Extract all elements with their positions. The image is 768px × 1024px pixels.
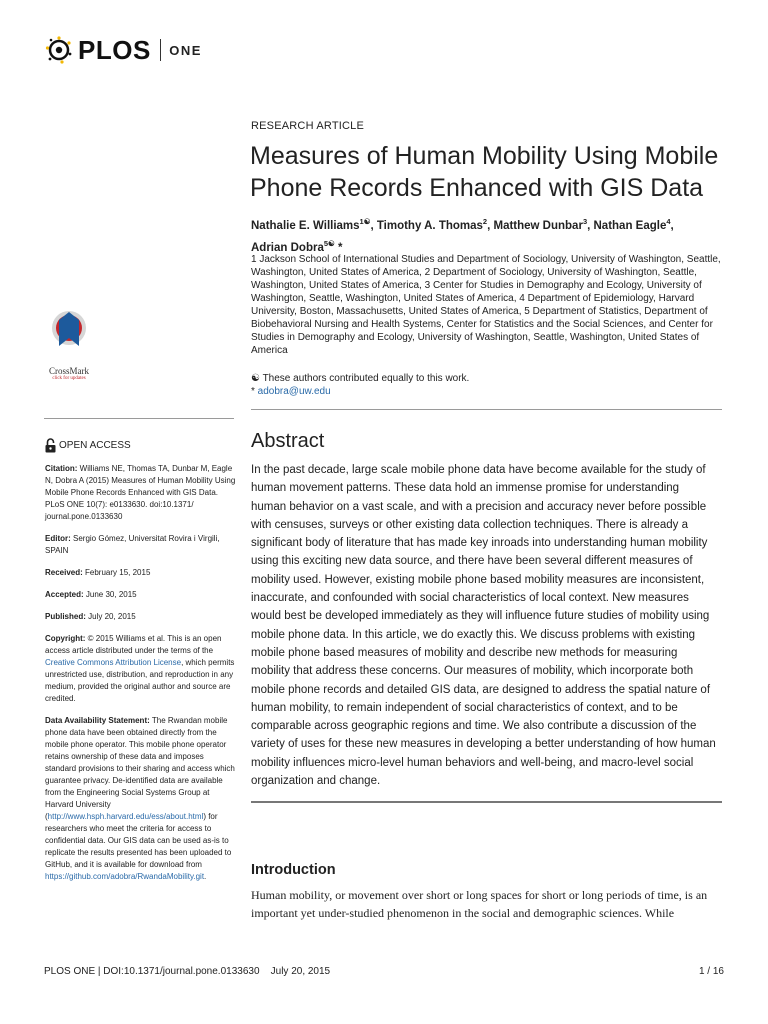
journal-name: ONE: [169, 42, 202, 58]
plos-logo: [44, 34, 202, 66]
open-lock-icon: [45, 438, 56, 453]
introduction-heading: Introduction: [251, 862, 336, 878]
article-type: RESEARCH ARTICLE: [251, 120, 365, 132]
accepted-date: Accepted: June 30, 2015: [45, 590, 137, 599]
author: Nathalie E. Williams$^{1☯}$,: [251, 217, 377, 232]
abstract-heading: Abstract: [251, 430, 325, 452]
email-link[interactable]: adobra@uw.edu: [257, 386, 331, 397]
open-access-badge: [45, 438, 131, 453]
author-list: [251, 213, 721, 257]
data-availability: Data Availability Statement: The Rwandan mobile phone data have been obtained directly from the mobile phone operator. This mobile phone operator retains ownership of these data and imposes standard provisions to their sharing and access which guarantee privacy. De-identified data are available from the Engineering Social Systems Group at Harvard University (http://www.hsph.harvard.edu/ess/about.html) for researchers who meet the criteria for access to confidential data. Our GIS data can be used as-is to replicate the results presented has been uploaded to GitHub, and it is available for download from https://github.com/adobra/RwandaMobility.git.: [45, 716, 235, 881]
author: Timothy A. Thomas$^2$,: [376, 217, 494, 232]
harvard-data-link[interactable]: http://www.hsph.harvard.edu/ess/about.html: [47, 812, 204, 821]
author-notes: [251, 372, 721, 398]
crossmark-badge[interactable]: [42, 308, 96, 381]
author: Adrian Dobra$^{5☯}$ *: [251, 238, 343, 254]
published-date: Published: July 20, 2015: [45, 612, 136, 621]
header-divider: [251, 409, 722, 410]
crossmark-icon: [50, 308, 88, 360]
article-title: Measures of Human Mobility Using Mobile Phone Records Enhanced with GIS Data: [250, 142, 719, 202]
author: Nathan Eagle$^4$,: [593, 217, 674, 232]
author: Matthew Dunbar$^3$,: [493, 217, 594, 232]
logo-text: PLOS: [78, 34, 151, 65]
introduction-text: Human mobility, or movement over short or long spaces for short or long periods of time, is an important yet under-studied phenomenon in the social and demographic sciences. While: [251, 888, 708, 920]
affiliations: 1 Jackson School of International Studies and Department of Sociology, University of Washington, Seattle, Washington, United States of America, 2 Department of Sociology, University of Washington, Seattle, Washington, United States of America, 3 Center for Studies in Demography and Ecology, University of Washington, Seattle, Washington, United States of America, 4 Department of Epidemiology, Harvard University, Boston, Massachusetts, United States of America, 5 Department of Statistics, Department of Biobehavioral Nursing and Health Systems, Center for Statistics and the Social Sciences, and Center for Studies in Demography and Ecology, University of Washington, Seattle, Washington, United States of America: [251, 254, 721, 356]
plos-logo-icon: [44, 35, 74, 65]
crossmark-sublabel: click for updates: [52, 376, 86, 381]
article-metadata-sidebar: [45, 463, 237, 893]
copyright: Copyright: © 2015 Williams et al. This is an open access article distributed under the terms of the Creative Commons Attribution License, which permits unrestricted use, distribution, and reproduction in any medium, provided the original author and source are credited.: [45, 634, 235, 703]
abstract-text: In the past decade, large scale mobile phone data have become available for the study of human movement patterns. These data hold an immense promise for understanding human behavior on a vast scale, and with a precision and accuracy never before possible with censuses, surveys or other existing data collection techniques. There is already a significant body of literature that has made key inroads into understanding human mobility using this exciting new data source, and there have been several different measures of mobility used. However, existing mobile phone based mobility measures are inconsistent, inaccurate, and confounded with social characteristics of local context. New measures would best be developed immediately as they will influence future studies of mobility using mobile phone data. In this article, we do exactly this. We discuss problems with existing mobile phone based measures of mobility and describe new methods for measuring mobility that address these concerns. Our measures of mobility, which incorporate both mobile phone records and detailed GIS data, are designed to address the spatial nature of human mobility, to remain independent of social characteristics of context, and to be comparable across geographic regions and time. We also contribute a discussion of the variety of uses for these new measures in developing a better understanding of how human mobility influences micro-level human behaviors and well-being, and macro-level social organization and change.: [251, 464, 716, 788]
license-link[interactable]: Creative Commons Attribution License: [45, 658, 182, 667]
citation: Citation: Williams NE, Thomas TA, Dunbar M, Eagle N, Dobra A (2015) Measures of Human Mobility Using Mobile Phone Records Enhanced with GIS Data. PLoS ONE 10(7): e0133630. doi:10.1371/ journal.pone.0133630: [45, 464, 236, 521]
crossmark-label: CrossMark: [49, 366, 89, 376]
open-access-label: OPEN ACCESS: [59, 440, 131, 451]
corresponding-author: * adobra@uw.edu: [251, 386, 331, 397]
footer-citation: PLOS ONE | DOI:10.1371/journal.pone.0133630 July 20, 2015: [44, 966, 331, 977]
github-link[interactable]: https://github.com/adobra/RwandaMobility.git: [45, 872, 205, 881]
abstract-divider: [251, 801, 722, 803]
page-number: 1 / 16: [698, 966, 724, 977]
editor: Editor: Sergio Gómez, Universitat Rovira i Virgili, SPAIN: [45, 534, 220, 555]
equal-contribution-note: ☯ These authors contributed equally to this work.: [251, 373, 470, 384]
sidebar-divider: [44, 418, 234, 419]
received-date: Received: February 15, 2015: [45, 568, 151, 577]
logo-separator: [160, 39, 162, 61]
